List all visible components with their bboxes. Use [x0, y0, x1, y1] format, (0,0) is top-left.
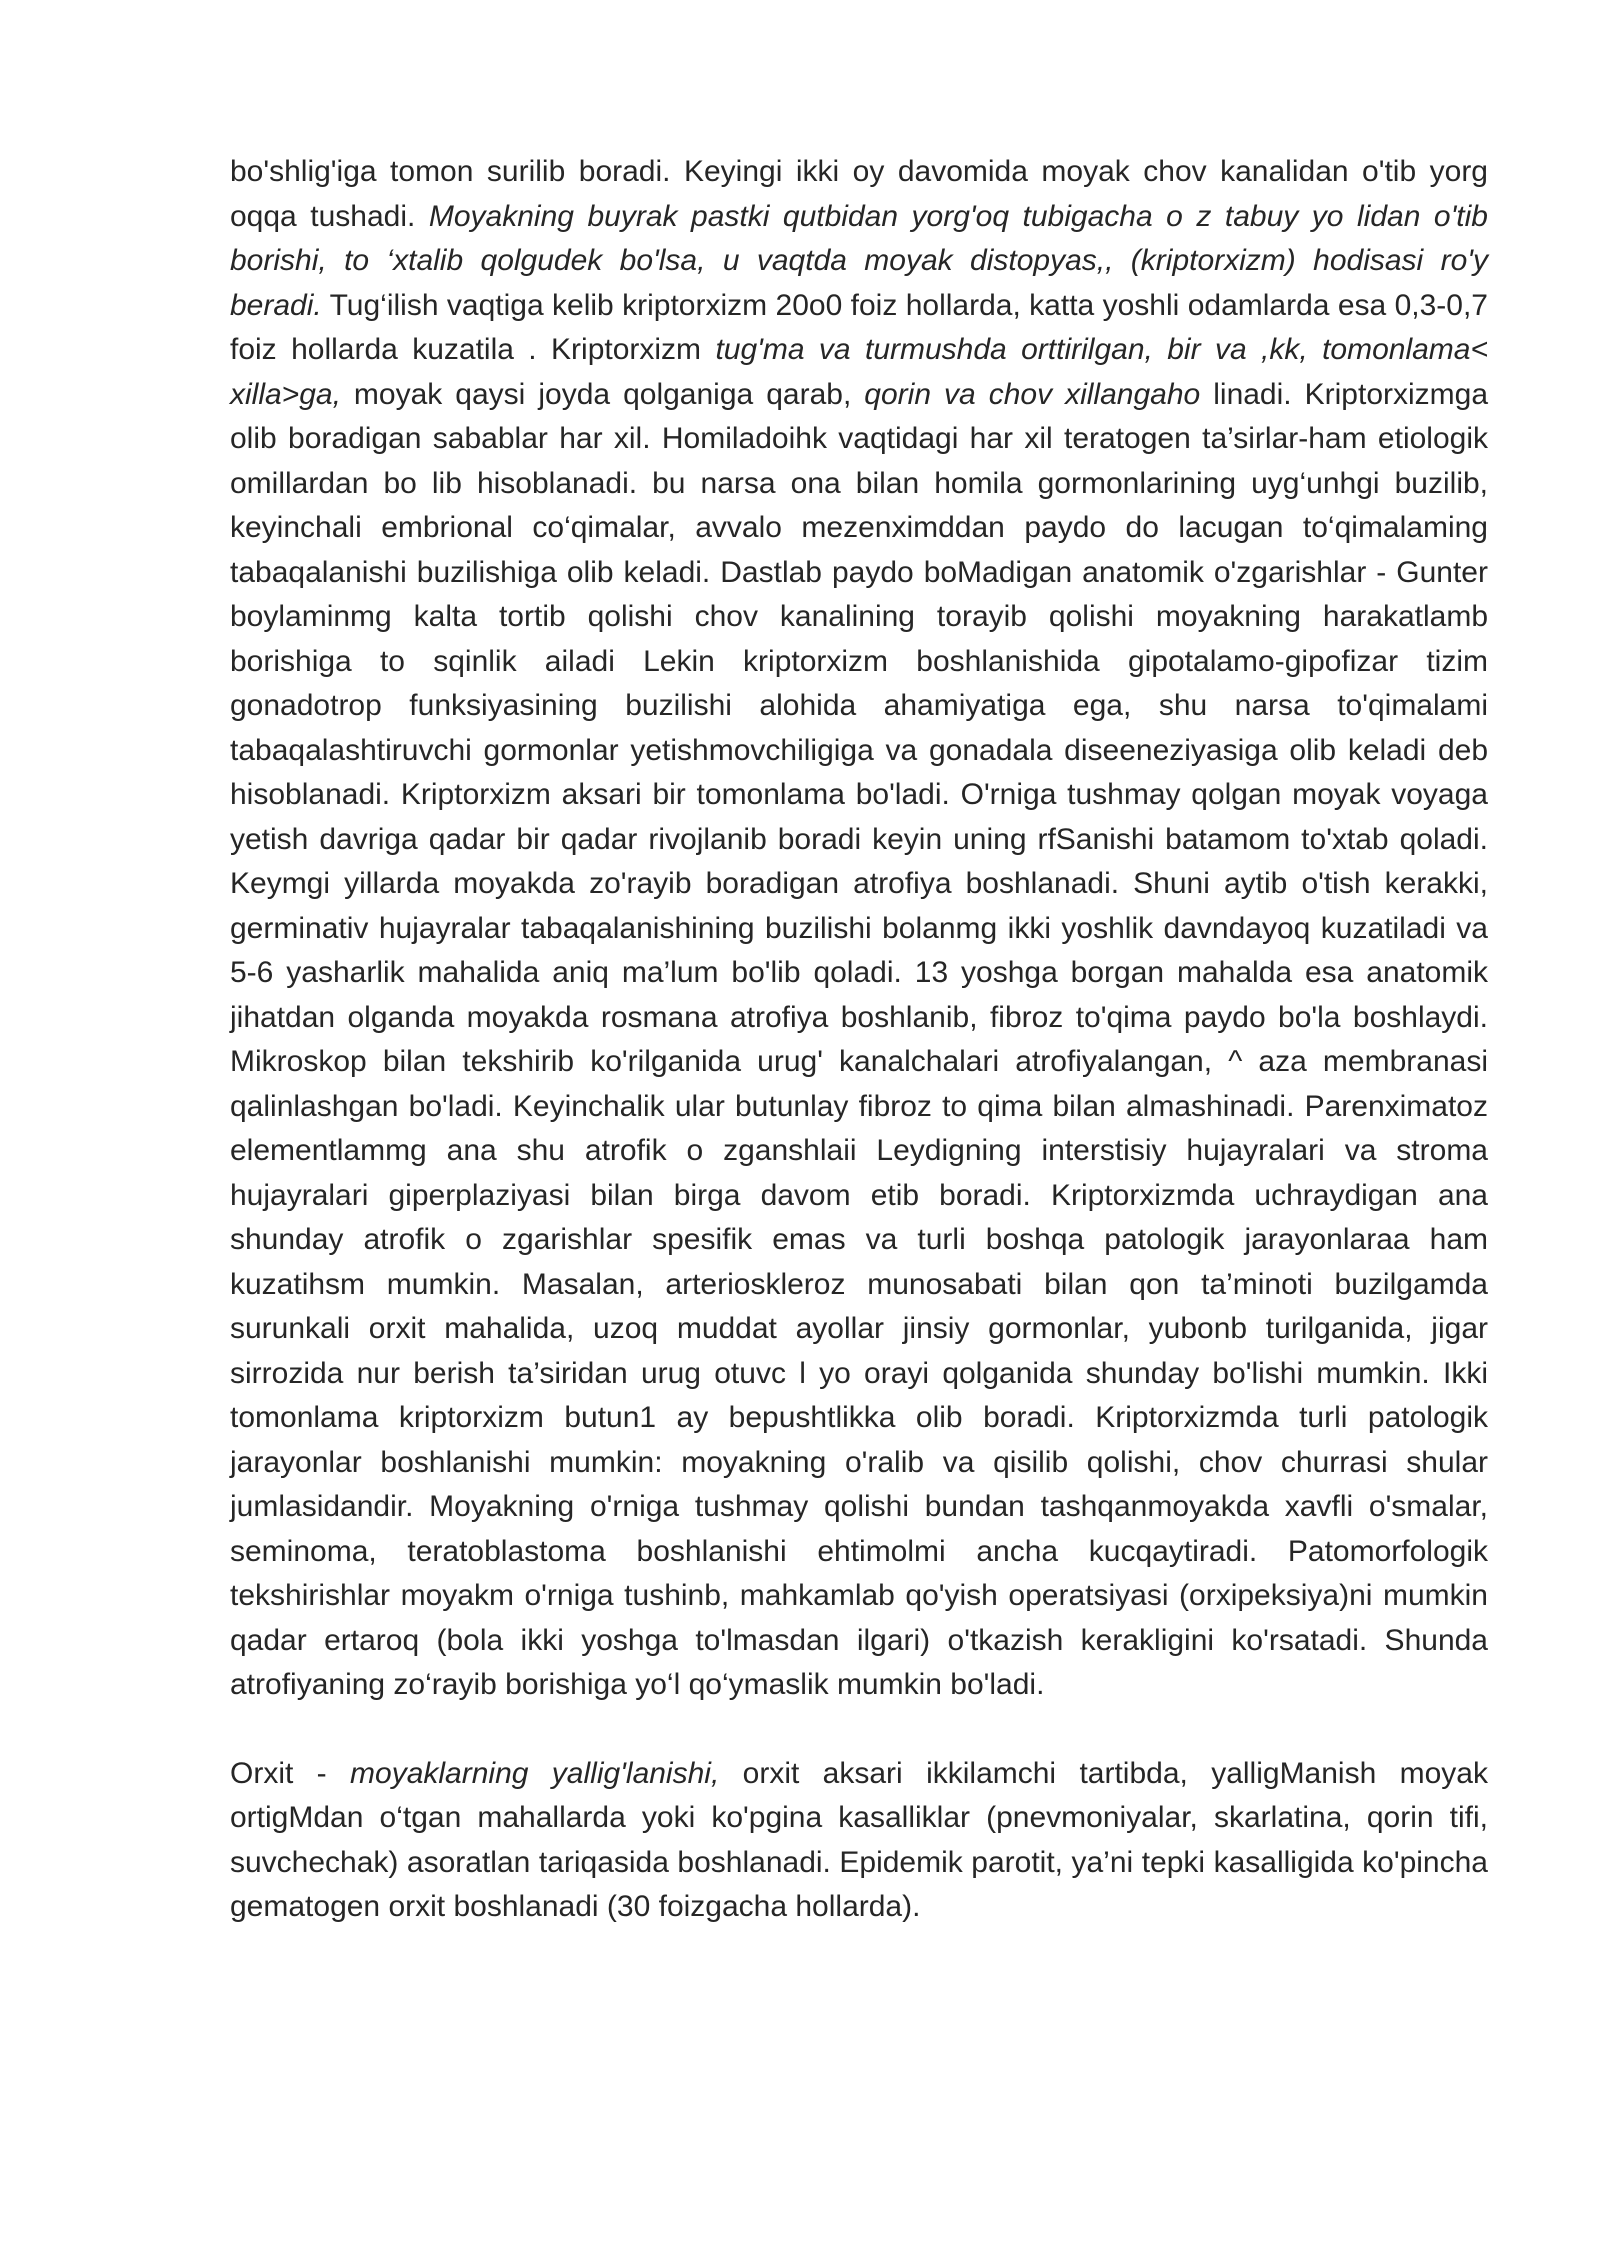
text-segment: linadi. Kriptorxizmga olib boradigan sabablar har xil. Homiladoihk vaqtidagi har xil teratogen ta’sirlar-ham etiologik omillardan bo lib hisoblanadi. bu narsa ona bilan homila gormonlarining uyg‘unhgi buzilib, keyinchali embrional co‘qimalar, avvalo mezenximddan paydo do lacugan to‘qimalaming tabaqalanishi buzilishiga olib keladi. Dastlab paydo boMadigan anatomik o'zgarishlar - Gunter boylaminmg kalta tortib qolishi chov kanalining torayib qolishi moyakning harakatlamb borishiga to sqinlik ailadi Lekin kriptorxizm boshlanishida gipotalamo-gipofizar tizim gonadotrop funksiyasining buzilishi alohida ahamiyatiga ega, shu narsa to'qimalami tabaqalashtiruvchi gormonlar yetishmovchiligiga va gonadala diseeneziyasiga olib keladi deb hisoblanadi. Kriptorxizm aksari bir tomonlama bo'ladi. O'rniga tushmay qolgan moyak voyaga yetish davriga qadar bir qadar rivojlanib boradi keyin uning rfSanishi batamom to'xtab qoladi. Keymgi yillarda moyakda zo'rayib boradigan atrofiya boshlanadi. Shuni aytib o'tish kerakki, germinativ hujayralar tabaqalanishining buzilishi bolanmg ikki yoshlik davndayoq kuzatiladi va 5-6 yasharlik mahalida aniq ma’lum bo'lib qoladi. 13 yoshga borgan mahalda esa anatomik jihatdan olganda moyakda rosmana atrofiya boshlanib, fibroz to'qima paydo bo'la boshlaydi. Mikroskop bilan tekshirib ko'rilganida urug' kanalchalari atrofiyalangan, ^ aza membranasi qalinlashgan bo'ladi. Keyinchalik ular butunlay fibroz to qima bilan almashinadi. Parenximatoz elementlammg ana shu atrofik o zganshlaii Leydigning interstisiy hujayralari va stroma hujayralari giperplaziyasi bilan birga davom etib boradi. Kriptorxizmda uchraydigan ana shunday atrofik o zgarishlar spesifik emas va turli boshqa patologik jarayonlaraa ham kuzatihsm mumkin. Masalan, arterioskleroz munosabati bilan qon ta’minoti buzilgamda surunkali orxit mahalida, uzoq muddat ayollar jinsiy gormonlar, yubonb turilganida, jigar sirrozida nur berish ta’siridan urug otuvc l yo orayi qolganida shunday bo'lishi mumkin. Ikki tomonlama kriptorxizm butun1 ay bepushtlikka olib boradi. Kriptorxizmda turli patologik jarayonlar boshlanishi mumkin: moyakning o'ralib va qisilib qolishi, chov churrasi shular jumlasidandir. Moyakning o'rniga tushmay qolishi bundan tashqanmoyakda xavfli o'smalar, seminoma, teratoblastoma boshlanishi ehtimolmi ancha kucqaytiradi. Patomorfologik tekshirishlar moyakm o'rniga tushinb, mahkamlab qo'yish operatsiyasi (orxipeksiya)ni mumkin qadar ertaroq (bola ikki yoshga to'lmasdan ilgari) o'tkazish kerakligini ko'rsatadi. Shunda atrofiyaning zo‘rayib borishiga yo‘l qo‘ymaslik mumkin bo'ladi. — [230, 377, 1489, 1701]
italic-text-segment: tug'ma va turmushda orttirilgan, bir va ,kk, tomonlama< xilla>ga, — [230, 333, 1489, 411]
text-segment: bo'shlig'iga tomon surilib boradi. Keyingi ikki oy davomida moyak chov kanalidan o'tib yorg oqqa tushadi. — [230, 155, 1488, 233]
text-segment: Tug‘ilish vaqtiga kelib kriptorxizm 20o0 foiz hollarda, katta yoshli odamlarda esa 0,3-0,7 foiz hollarda kuzatila . Kriptorxizm — [230, 288, 1488, 366]
italic-text-segment: moyaklarning yallig'lanishi, — [350, 1756, 720, 1790]
italic-text-segment: Moyakning buyrak pastki qutbidan yorg'oq tubigacha o z tabuy yo lidan o'tib borishi, to ‘xtalib qolgudek bo'lsa, и vaqtda moyak distopyas,, (kriptorxizm) hodisasi ro'y beradi. — [230, 199, 1488, 322]
text-segment: orxit aksari ikkilamchi tartibda, yalligManish moyak ortigMdan o‘tgan mahallarda yoki ko'pgina kasalliklar (pnevmoniyalar, skarlatina, qorin tifi, suvchechak) asoratlan tariqasida boshlanadi. Epidemik parotit, ya’ni tepki kasalligida ko'pincha gematogen orxit boshlanadi (30 foizgacha hollarda). — [230, 1756, 1488, 1923]
paragraph-kriptorxizm — [230, 150, 1488, 1708]
italic-text-segment: qorin va chov xillangaho — [864, 377, 1201, 411]
text-segment: Orxit - — [230, 1756, 351, 1790]
text-segment: moyak qaysi joyda qolganiga qarab, — [340, 377, 865, 411]
paragraph-orxit — [230, 1752, 1488, 1930]
document-body — [230, 150, 1488, 1930]
